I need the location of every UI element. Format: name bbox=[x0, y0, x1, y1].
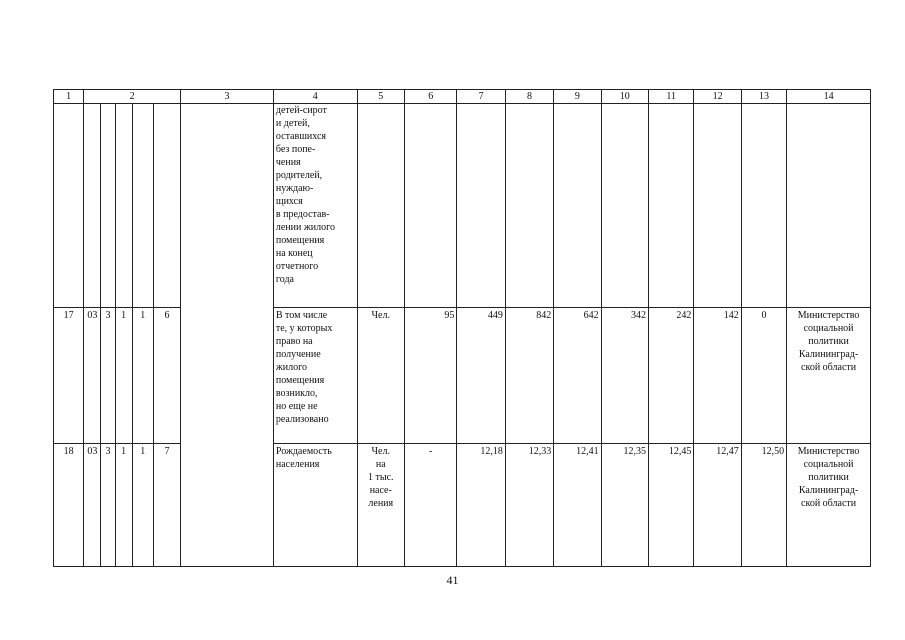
indicator-cell: детей-сирот и детей, оставшихся без попе- чения родителей, нуждаю- щихся в предостав- лении жилого помещения на конец отчетного года bbox=[273, 104, 357, 308]
row-number: 17 bbox=[54, 308, 84, 444]
header-col-5: 5 bbox=[357, 90, 404, 104]
header-row bbox=[54, 90, 871, 104]
value-cell bbox=[404, 104, 456, 308]
header-col-8: 8 bbox=[505, 90, 553, 104]
code-cell bbox=[115, 104, 132, 308]
unit-cell bbox=[357, 104, 404, 308]
ministry-cell: Министерство социальной политики Калининград- ской области bbox=[787, 308, 871, 444]
value-cell: 842 bbox=[505, 308, 553, 444]
value-cell: 242 bbox=[649, 308, 694, 444]
code-cell bbox=[101, 104, 115, 308]
row-number bbox=[54, 104, 84, 308]
value-cell: 342 bbox=[601, 308, 648, 444]
table-row bbox=[54, 444, 871, 567]
row-number: 18 bbox=[54, 444, 84, 567]
value-cell: 12,45 bbox=[649, 444, 694, 567]
code-cell bbox=[132, 104, 153, 308]
data-table bbox=[53, 89, 871, 567]
code-cell: 7 bbox=[153, 444, 180, 567]
ministry-cell bbox=[787, 104, 871, 308]
value-cell: 142 bbox=[694, 308, 741, 444]
value-cell: 12,35 bbox=[601, 444, 648, 567]
ministry-cell: Министерство социальной политики Калининград- ской области bbox=[787, 444, 871, 567]
header-col-2: 2 bbox=[84, 90, 181, 104]
code-cell bbox=[153, 104, 180, 308]
header-col-1: 1 bbox=[54, 90, 84, 104]
value-cell: 12,33 bbox=[505, 444, 553, 567]
value-cell: 95 bbox=[404, 308, 456, 444]
value-cell: 642 bbox=[554, 308, 601, 444]
value-cell: 449 bbox=[457, 308, 505, 444]
header-col-13: 13 bbox=[741, 90, 786, 104]
unit-cell: Чел. bbox=[357, 308, 404, 444]
header-col-7: 7 bbox=[457, 90, 505, 104]
value-cell: 12,50 bbox=[741, 444, 786, 567]
header-col-4: 4 bbox=[273, 90, 357, 104]
page-number: 41 bbox=[446, 573, 459, 587]
code-cell: 3 bbox=[101, 444, 115, 567]
value-cell: 12,18 bbox=[457, 444, 505, 567]
code-cell: 03 bbox=[84, 308, 101, 444]
code-cell: 1 bbox=[115, 444, 132, 567]
code-cell: 03 bbox=[84, 444, 101, 567]
value-cell bbox=[505, 104, 553, 308]
value-cell: 0 bbox=[741, 308, 786, 444]
value-cell bbox=[554, 104, 601, 308]
value-cell bbox=[741, 104, 786, 308]
header-col-6: 6 bbox=[404, 90, 456, 104]
header-col-12: 12 bbox=[694, 90, 741, 104]
header-col-14: 14 bbox=[787, 90, 871, 104]
code-cell: 1 bbox=[132, 444, 153, 567]
indicator-cell: В том числе те, у которых право на получение жилого помещения возникло, но еще не реализовано bbox=[273, 308, 357, 444]
code-cell: 3 bbox=[101, 308, 115, 444]
unit-cell: Чел. на 1 тыс. насе- ления bbox=[357, 444, 404, 567]
code-cell: 1 bbox=[132, 308, 153, 444]
code-cell: 1 bbox=[115, 308, 132, 444]
value-cell: 12,41 bbox=[554, 444, 601, 567]
value-cell bbox=[457, 104, 505, 308]
header-col-11: 11 bbox=[649, 90, 694, 104]
value-cell: 12,47 bbox=[694, 444, 741, 567]
value-cell bbox=[601, 104, 648, 308]
header-col-9: 9 bbox=[554, 90, 601, 104]
value-cell bbox=[694, 104, 741, 308]
value-cell bbox=[649, 104, 694, 308]
code-cell bbox=[84, 104, 101, 308]
value-cell: - bbox=[404, 444, 456, 567]
code-cell: 6 bbox=[153, 308, 180, 444]
table-row bbox=[54, 308, 871, 444]
header-col-3: 3 bbox=[181, 90, 274, 104]
indicator-cell: Рождаемость населения bbox=[273, 444, 357, 567]
table-row bbox=[54, 104, 871, 308]
column-3-cell bbox=[181, 104, 274, 567]
header-col-10: 10 bbox=[601, 90, 648, 104]
